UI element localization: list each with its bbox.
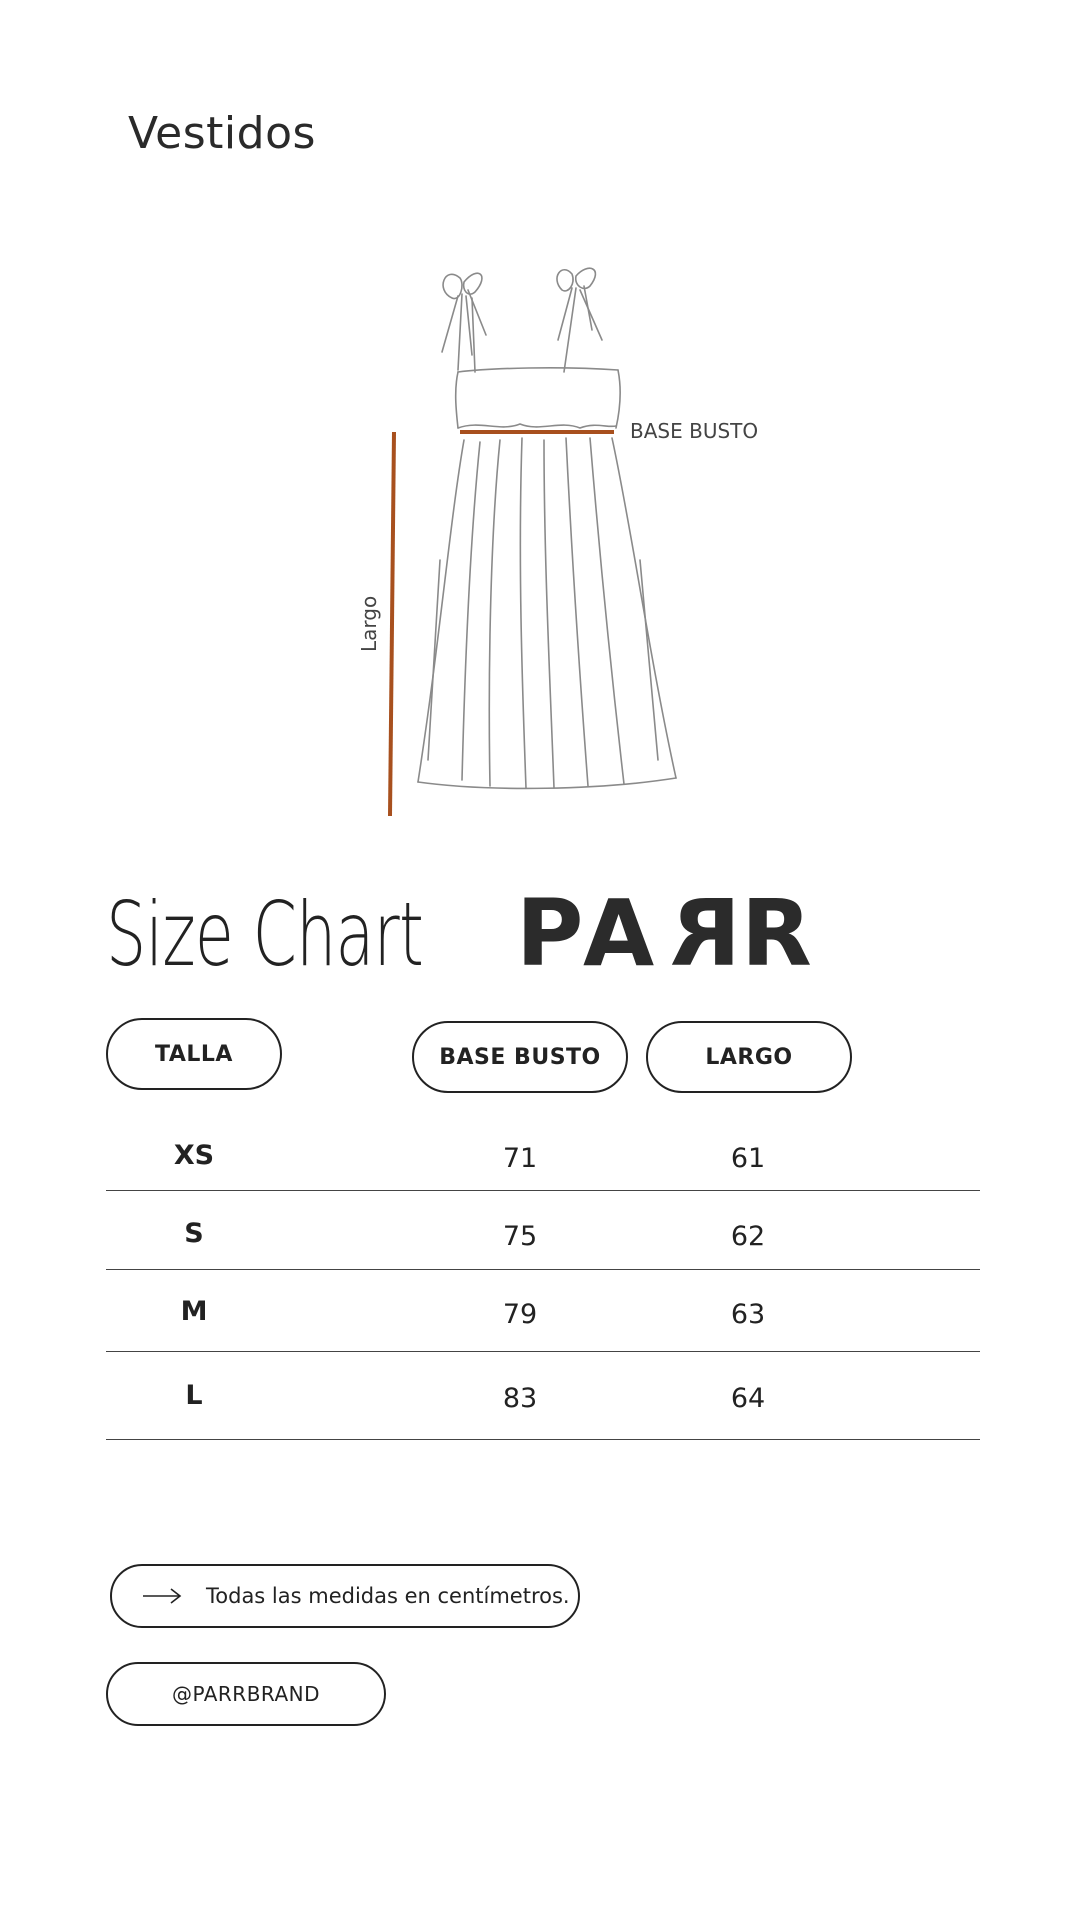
largo-cell: 63 [730,1299,766,1330]
size-chart-title: Size Chart [106,883,424,986]
table-row [106,1380,980,1460]
row-divider [106,1439,980,1440]
busto-cell: 71 [502,1143,538,1174]
busto-cell: 75 [502,1221,538,1252]
table-row [106,1218,980,1298]
largo-cell: 61 [730,1143,766,1174]
column-header-largo: LARGO [646,1021,852,1093]
row-divider [106,1351,980,1352]
largo-cell: 62 [730,1221,766,1252]
brand-logo-flipped-letter: R [662,880,742,987]
brand-logo-prefix: PA [516,880,663,987]
size-chart-heading [106,880,820,990]
busto-cell: 79 [502,1299,538,1330]
measurement-note [110,1564,580,1628]
brand-logo-suffix: R [741,880,820,987]
brand-logo [516,880,820,987]
bust-label: BASE BUSTO [630,419,759,443]
size-cell: XS [173,1140,215,1171]
size-cell: S [184,1218,204,1249]
busto-cell: 83 [502,1383,538,1414]
length-measure-line [390,432,394,816]
dress-illustration [340,260,780,850]
column-header-talla: TALLA [106,1018,282,1090]
size-cell: M [180,1296,208,1327]
social-handle: @PARRBRAND [106,1662,386,1726]
column-header-base-busto: BASE BUSTO [412,1021,628,1093]
table-row [106,1296,980,1376]
largo-cell: 64 [730,1383,766,1414]
length-label: Largo [357,595,381,652]
measurement-note-text: Todas las medidas en centímetros. [206,1584,570,1608]
page-title: Vestidos [128,108,316,159]
size-cell: L [185,1380,203,1411]
table-row [106,1140,980,1220]
dress-sketch [418,268,676,788]
row-divider [106,1190,980,1191]
arrow-right-icon [142,1586,182,1606]
row-divider [106,1269,980,1270]
